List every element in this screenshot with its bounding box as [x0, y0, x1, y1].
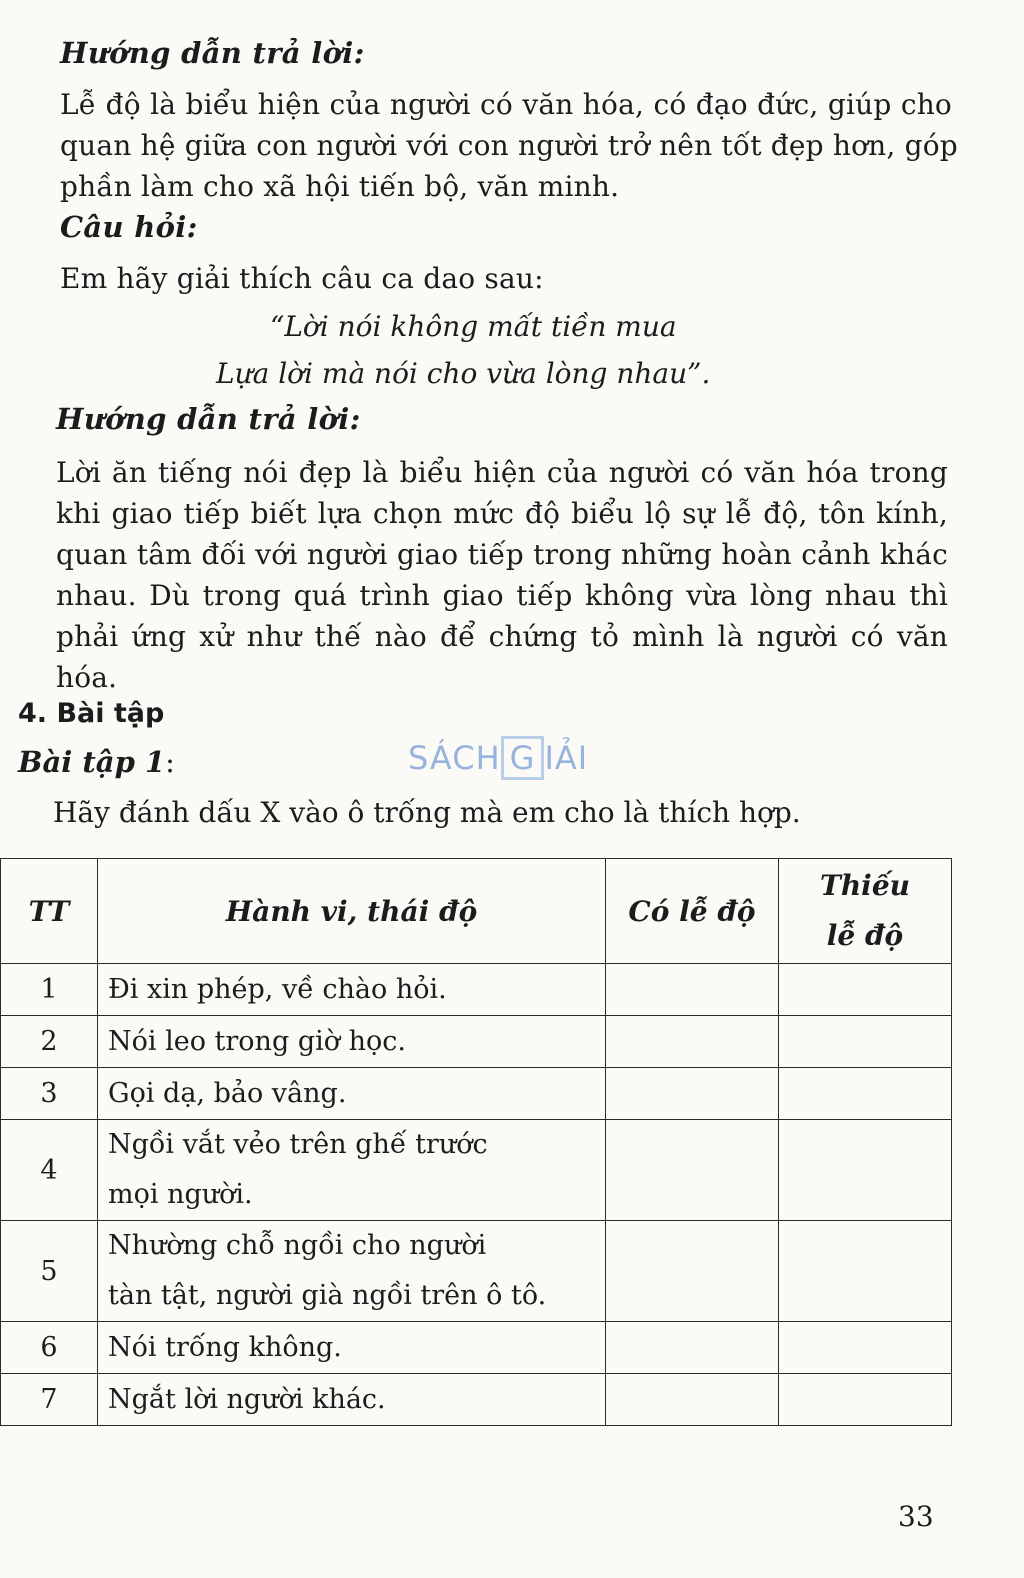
- behavior-line: Ngắt lời người khác.: [108, 1383, 386, 1415]
- table-header-row: [1, 859, 952, 964]
- row-behavior: [98, 1120, 606, 1221]
- watermark-text: SÁCH: [408, 739, 501, 777]
- paragraph-line: Lời ăn tiếng nói đẹp là biểu hiện của người có văn hóa trong: [56, 456, 948, 489]
- watermark-text: IẢI: [544, 739, 589, 777]
- checkbox-cell-impolite[interactable]: [779, 1016, 952, 1068]
- table-body: [1, 964, 952, 1426]
- row-behavior: [98, 1374, 606, 1426]
- checkbox-cell-impolite[interactable]: [779, 1068, 952, 1120]
- table-row: [1, 1322, 952, 1374]
- answer-guide-heading: Hướng dẫn trả lời:: [56, 402, 361, 436]
- behavior-table: [0, 858, 952, 1426]
- checkbox-cell-impolite[interactable]: [779, 964, 952, 1016]
- behavior-line: tàn tật, người già ngồi trên ô tô.: [108, 1280, 547, 1311]
- watermark-logo: [408, 736, 588, 780]
- answer-guide-paragraph: [56, 452, 948, 698]
- table-row: [1, 1120, 952, 1221]
- checkbox-cell-polite[interactable]: [606, 1374, 779, 1426]
- question-heading: Câu hỏi:: [60, 210, 198, 244]
- table-row: [1, 1374, 952, 1426]
- paragraph-line: quan tâm đối với người giao tiếp trong những hoàn cảnh khác: [56, 538, 948, 571]
- header-impolite-line: Thiếu: [819, 869, 910, 902]
- paragraph-line: hóa.: [56, 661, 118, 694]
- exercise-label: Bài tập 1: [18, 745, 166, 779]
- verse-line-2: Lựa lời mà nói cho vừa lòng nhau”.: [216, 357, 711, 390]
- paragraph-line: quan hệ giữa con người với con người trở nên tốt đẹp hơn, góp: [60, 129, 958, 162]
- row-behavior: [98, 1016, 606, 1068]
- verse-line-1: “Lời nói không mất tiền mua: [270, 310, 677, 343]
- behavior-line: Ngồi vắt vẻo trên ghế trước: [108, 1129, 488, 1160]
- header-polite: Có lễ độ: [606, 859, 779, 964]
- row-behavior: [98, 1322, 606, 1374]
- header-impolite-line: lễ độ: [826, 919, 904, 952]
- row-number: 3: [1, 1068, 98, 1120]
- section-title: 4. Bài tập: [18, 698, 165, 729]
- checkbox-cell-polite[interactable]: [606, 1120, 779, 1221]
- paragraph-line: phần làm cho xã hội tiến bộ, văn minh.: [60, 170, 620, 203]
- checkbox-cell-polite[interactable]: [606, 964, 779, 1016]
- checkbox-cell-impolite[interactable]: [779, 1322, 952, 1374]
- row-behavior: [98, 964, 606, 1016]
- behavior-line: Gọi dạ, bảo vâng.: [108, 1077, 347, 1109]
- paragraph-line: Lễ độ là biểu hiện của người có văn hóa, có đạo đức, giúp cho: [60, 88, 952, 121]
- row-behavior: [98, 1221, 606, 1322]
- question-prompt: [60, 258, 952, 299]
- table-row: [1, 1016, 952, 1068]
- row-number: 6: [1, 1322, 98, 1374]
- checkbox-cell-impolite[interactable]: [779, 1221, 952, 1322]
- row-number: 5: [1, 1221, 98, 1322]
- header-impolite: [779, 859, 952, 964]
- checkbox-cell-polite[interactable]: [606, 1322, 779, 1374]
- watermark-box: G: [501, 736, 545, 780]
- row-number: 7: [1, 1374, 98, 1426]
- checkbox-cell-impolite[interactable]: [779, 1120, 952, 1221]
- paragraph-line: phải ứng xử như thế nào để chứng tỏ mình là người có văn: [56, 620, 948, 653]
- behavior-line: Nhường chỗ ngồi cho người: [108, 1230, 487, 1261]
- checkbox-cell-polite[interactable]: [606, 1016, 779, 1068]
- checkbox-cell-polite[interactable]: [606, 1221, 779, 1322]
- answer-guide-paragraph: [60, 84, 958, 207]
- page-number: 33: [898, 1500, 934, 1533]
- table-row: [1, 1221, 952, 1322]
- checkbox-cell-polite[interactable]: [606, 1068, 779, 1120]
- behavior-line: Nói trống không.: [108, 1331, 342, 1363]
- row-behavior: [98, 1068, 606, 1120]
- checkbox-cell-impolite[interactable]: [779, 1374, 952, 1426]
- paragraph-line: Em hãy giải thích câu ca dao sau:: [60, 262, 544, 295]
- row-number: 1: [1, 964, 98, 1016]
- exercise-instruction: Hãy đánh dấu X vào ô trống mà em cho là thích hợp.: [53, 796, 801, 829]
- header-tt: TT: [1, 859, 98, 964]
- behavior-line: mọi người.: [108, 1179, 253, 1210]
- exercise-colon: :: [165, 745, 175, 779]
- row-number: 4: [1, 1120, 98, 1221]
- header-behavior: Hành vi, thái độ: [98, 859, 606, 964]
- behavior-line: Nói leo trong giờ học.: [108, 1025, 406, 1057]
- paragraph-line: nhau. Dù trong quá trình giao tiếp không vừa lòng nhau thì: [56, 579, 948, 612]
- behavior-line: Đi xin phép, về chào hỏi.: [108, 973, 447, 1005]
- row-number: 2: [1, 1016, 98, 1068]
- table-row: [1, 1068, 952, 1120]
- paragraph-line: khi giao tiếp biết lựa chọn mức độ biểu lộ sự lễ độ, tôn kính,: [56, 497, 948, 530]
- exercise-title: [18, 745, 175, 779]
- table-row: [1, 964, 952, 1016]
- answer-guide-heading: Hướng dẫn trả lời:: [60, 36, 365, 70]
